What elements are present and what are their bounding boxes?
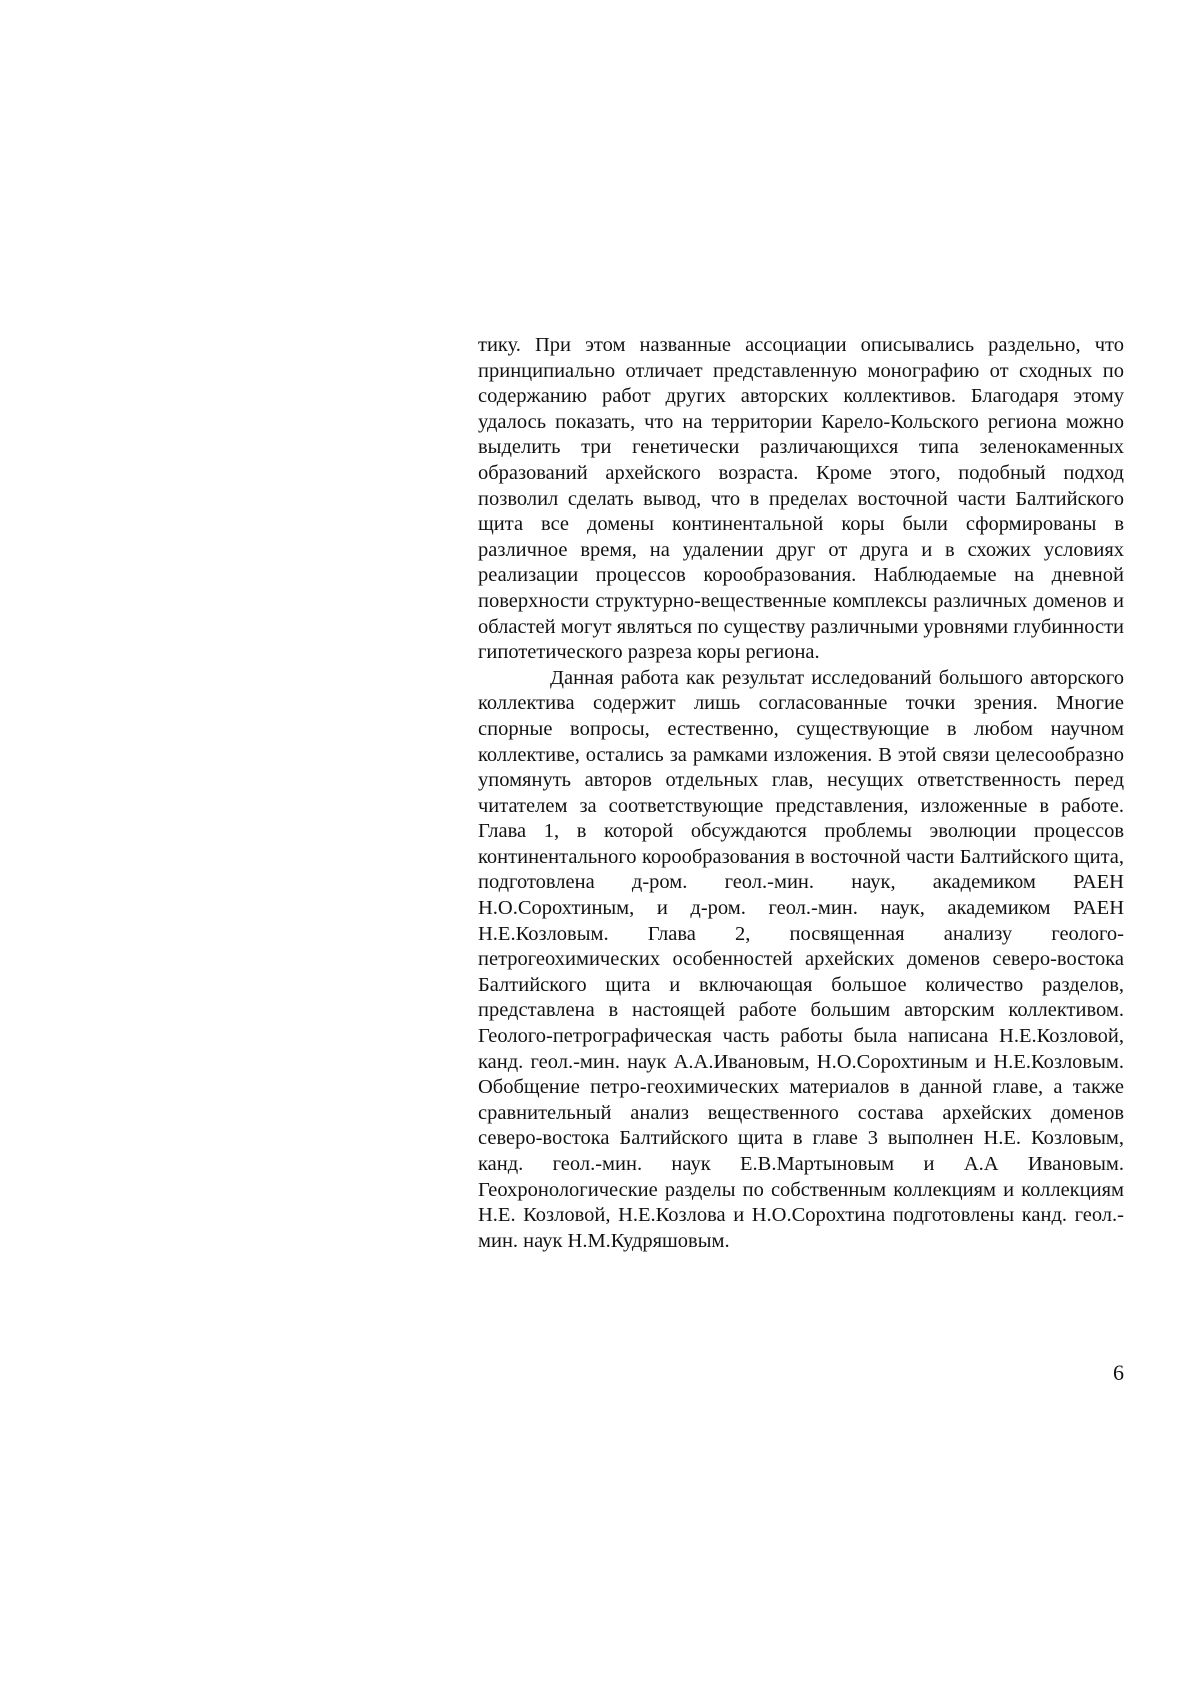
- page-number: 6: [1113, 1360, 1124, 1385]
- paragraph-continuation: тику. При этом названные ассоциации описывались раздельно, что принципиально отличает представленную монографию от сходных по содержанию работ других авторских коллективов. Благодаря этому удалось показать, что на территории Карело-Кольского региона можно выделить три генетически различающихся типа зеленокаменных образований архейского возраста. Кроме этого, подобный подход позволил сделать вывод, что в пределах восточной части Балтийского щита все домены континентальной коры были сформированы в различное время, на удалении друг от друга и в схожих условиях реализации процессов корообразования. Наблюдаемые на дневной поверхности структурно-вещественные комплексы различных доменов и областей могут являться по существу различными уровнями глубинности гипотетического разреза коры региона.: [478, 334, 1124, 664]
- body-text: [478, 333, 1124, 1254]
- paragraph-authors: Данная работа как результат исследований большого авторского коллектива содержит лишь согласованные точки зрения. Многие спорные вопросы, естественно, существующие в любом научном коллективе, остались за рамками изложения. В этой связи целесообразно упомянуть авторов отдельных глав, несущих ответственность перед читателем за соответствующие представления, изложенные в работе. Глава 1, в которой обсуждаются проблемы эволюции процессов континентального корообразования в восточной части Балтийского щита, подготовлена д-ром. геол.-мин. наук, академиком РАЕН Н.О.Сорохтиным, и д-ром. геол.-мин. наук, академиком РАЕН Н.Е.Козловым. Глава 2, посвященная анализу геолого-петрогеохимических особенностей архейских доменов северо-востока Балтийского щита и включающая большое количество разделов, представлена в настоящей работе большим авторским коллективом. Геолого-петрографическая часть работы была написана Н.Е.Козловой, канд. геол.-мин. наук А.А.Ивановым, Н.О.Сорохтиным и Н.Е.Козловым. Обобщение петро-геохимических материалов в данной главе, а также сравнительный анализ вещественного состава архейских доменов северо-востока Балтийского щита в главе 3 выполнен Н.Е. Козловым, канд. геол.-мин. наук Е.В.Мартыновым и А.А Ивановым. Геохронологические разделы по собственным коллекциям и коллекциям Н.Е. Козловой, Н.Е.Козлова и Н.О.Сорохтина подготовлены канд. геол.-мин. наук Н.М.Кудряшовым.: [478, 666, 1124, 1252]
